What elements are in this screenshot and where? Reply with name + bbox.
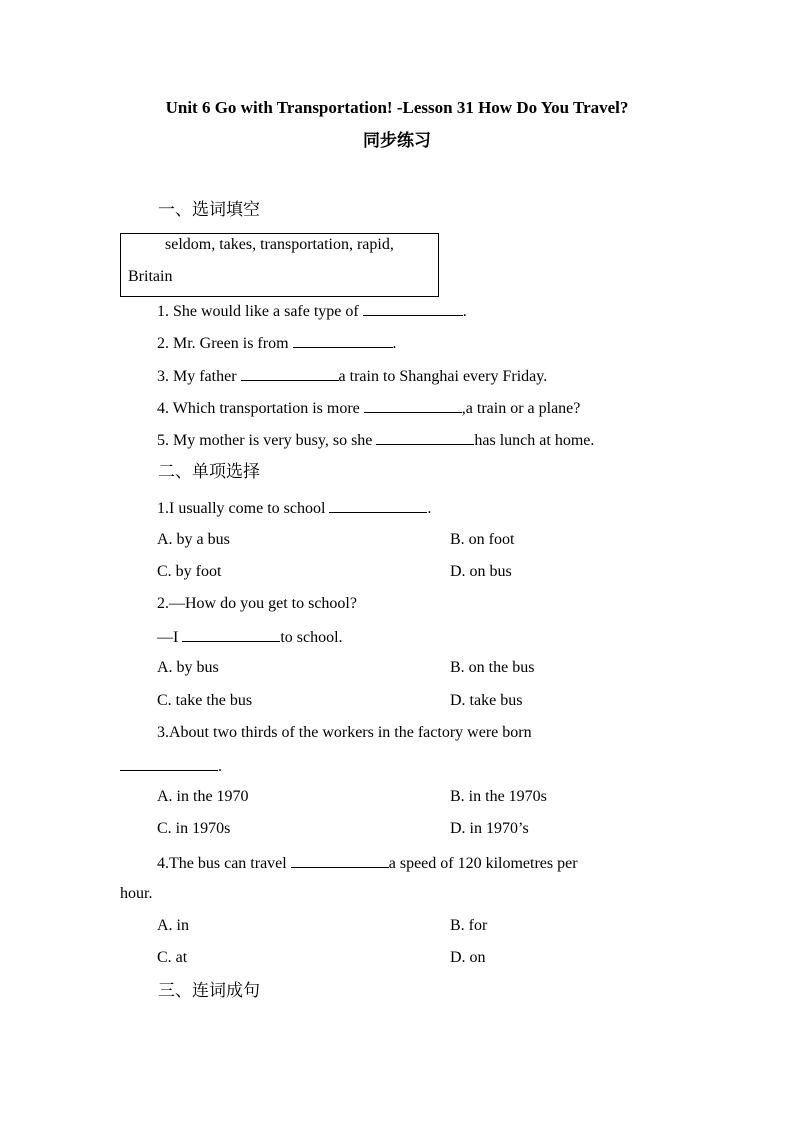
question-4: 4.The bus can travel a speed of 120 kilometres per — [157, 852, 578, 874]
option-c: C. by foot — [157, 563, 222, 580]
fill-blank-item-2: 2. Mr. Green is from . — [157, 332, 397, 354]
question-4-continuation: hour. — [120, 885, 153, 902]
section-heading-vocabulary: 一、选词填空 — [158, 200, 260, 219]
option-d: D. in 1970’s — [450, 820, 529, 837]
option-a: A. in — [157, 917, 189, 934]
word-bank-line: Britain — [128, 268, 173, 285]
fill-blank-item-1: 1. She would like a safe type of . — [157, 300, 467, 322]
option-b: B. in the 1970s — [450, 788, 547, 805]
document-title: Unit 6 Go with Transportation! -Lesson 31 How Do You Travel? — [165, 98, 629, 117]
answer-blank — [329, 497, 427, 513]
fill-blank-item-4: 4. Which transportation is more ,a train or a plane? — [157, 397, 580, 419]
question-2: 2.—How do you get to school? — [157, 595, 357, 612]
section-heading-sentence-building: 三、连词成句 — [158, 981, 260, 1000]
answer-blank — [363, 300, 463, 316]
option-d: D. take bus — [450, 692, 523, 709]
question-1: 1.I usually come to school . — [157, 497, 431, 519]
answer-blank — [291, 852, 389, 868]
answer-blank — [364, 397, 462, 413]
option-d: D. on — [450, 949, 486, 966]
option-c: C. in 1970s — [157, 820, 231, 837]
answer-blank — [182, 626, 280, 642]
answer-blank — [293, 332, 393, 348]
option-b: B. on foot — [450, 531, 515, 548]
option-a: A. by bus — [157, 659, 219, 676]
question-3: 3.About two thirds of the workers in the factory were born — [157, 724, 532, 741]
option-b: B. for — [450, 917, 488, 934]
fill-blank-item-5: 5. My mother is very busy, so she has lunch at home. — [157, 429, 594, 451]
fill-blank-item-3: 3. My father a train to Shanghai every Friday. — [157, 365, 547, 387]
answer-blank — [376, 429, 474, 445]
question-3-continuation: . — [120, 755, 222, 777]
answer-blank — [241, 365, 339, 381]
option-d: D. on bus — [450, 563, 512, 580]
word-bank-line: seldom, takes, transportation, rapid, — [165, 236, 394, 253]
option-a: A. in the 1970 — [157, 788, 249, 805]
option-b: B. on the bus — [450, 659, 535, 676]
section-heading-multiple-choice: 二、单项选择 — [158, 462, 260, 481]
option-c: C. take the bus — [157, 692, 253, 709]
document-subtitle: 同步练习 — [363, 131, 431, 150]
option-c: C. at — [157, 949, 188, 966]
answer-blank — [120, 755, 218, 771]
option-a: A. by a bus — [157, 531, 230, 548]
question-2-answer-line: —I to school. — [157, 626, 343, 648]
